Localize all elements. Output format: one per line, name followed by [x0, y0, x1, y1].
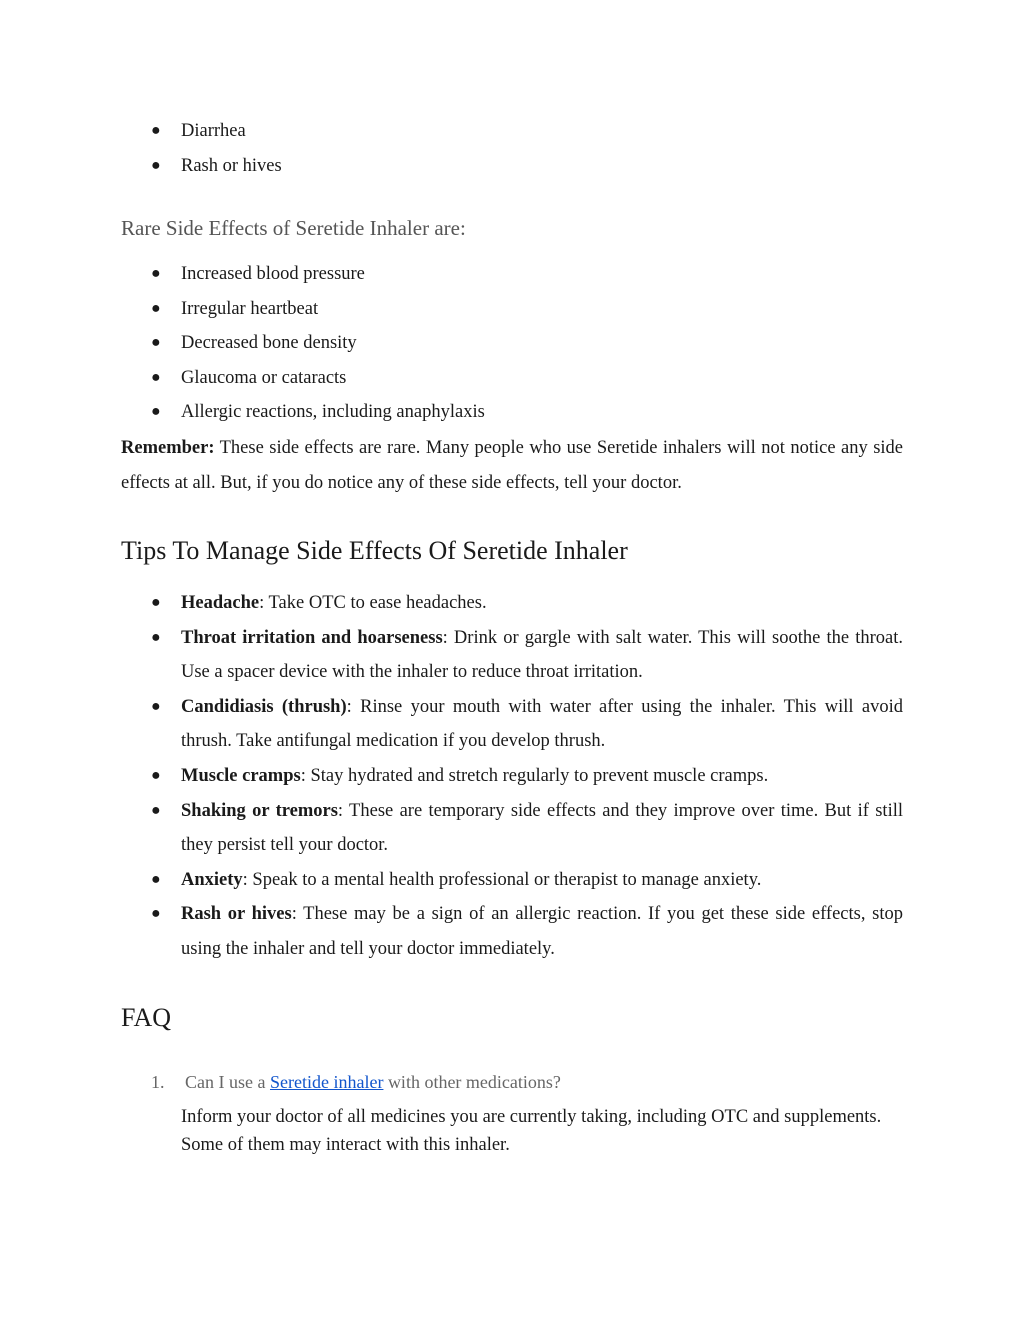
tip-text: : Speak to a mental health professional or therapist to manage anxiety.	[242, 869, 762, 890]
bullet-icon: ●	[151, 594, 161, 611]
tip-text: : Take OTC to ease headaches.	[259, 593, 487, 613]
tip-item	[121, 621, 903, 690]
tip-term: Shaking or tremors	[181, 800, 338, 821]
bullet-icon: ●	[151, 870, 161, 888]
bullet-icon: ●	[151, 801, 161, 819]
bullet-icon: ●	[151, 368, 161, 386]
bullet-icon: ●	[151, 334, 161, 352]
list-item: ● Decreased bone density	[121, 326, 903, 361]
bullet-icon: ●	[151, 265, 161, 282]
rare-side-effects-heading: Rare Side Effects of Seretide Inhaler are:	[121, 216, 466, 240]
faq-heading: FAQ	[121, 1003, 172, 1032]
seretide-inhaler-link[interactable]: Seretide inhaler	[269, 1072, 384, 1092]
tip-text: : Stay hydrated and stretch regularly to prevent muscle cramps.	[300, 765, 769, 786]
bullet-icon: ●	[151, 122, 161, 139]
list-item: ● Allergic reactions, including anaphylaxis	[121, 395, 903, 430]
list-item: ● Glaucoma or cataracts	[121, 361, 903, 396]
tip-text: : Drink or gargle with salt water. This will soothe the throat. Use a spacer device with the inhaler to reduce throat irritation.	[181, 627, 903, 683]
bullet-icon: ●	[151, 628, 161, 646]
remember-label: Remember:	[121, 438, 215, 458]
bullet-icon: ●	[151, 156, 161, 174]
bullet-icon: ●	[151, 403, 161, 421]
faq-answer-block	[121, 1104, 903, 1159]
bullet-icon: ●	[151, 766, 161, 784]
tip-item	[121, 794, 903, 863]
rare-side-effects-list	[121, 257, 903, 430]
faq-question: 1. Can I use a Seretide inhaler with other medications?	[151, 1072, 561, 1092]
tip-term: Headache	[181, 593, 260, 613]
tips-section	[121, 536, 903, 566]
tip-item	[121, 690, 903, 759]
tip-text: : These may be a sign of an allergic reaction. If you get these side effects, stop using the inhaler and tell your doctor immediately.	[181, 904, 903, 959]
tip-term: Anxiety	[181, 869, 243, 890]
tip-term: Rash or hives	[181, 904, 292, 925]
tip-item	[121, 759, 903, 794]
faq-answer: Inform your doctor of all medicines you are currently taking, including OTC and supplements. Some of them may interact with this inhaler.	[181, 1107, 882, 1155]
list-item: ● Rash or hives	[121, 149, 903, 184]
tip-item	[121, 897, 903, 966]
tip-term: Muscle cramps	[181, 765, 301, 786]
list-item: ● Diarrhea	[121, 114, 903, 149]
tip-item	[121, 863, 903, 898]
tip-item	[121, 586, 903, 621]
tip-term: Candidiasis (thrush)	[181, 696, 347, 717]
tip-term: Throat irritation and hoarseness	[181, 627, 443, 648]
bullet-icon: ●	[151, 697, 161, 715]
tip-text: : Rinse your mouth with water after using the inhaler. This will avoid thrush. Take antifungal medication if you develop thrush.	[181, 696, 903, 752]
tips-list	[121, 586, 903, 967]
list-item: ● Irregular heartbeat	[121, 292, 903, 327]
list-item: ● Increased blood pressure	[121, 257, 903, 292]
bullet-icon: ●	[151, 905, 161, 923]
faq-number: 1.	[151, 1072, 165, 1092]
tip-text: : These are temporary side effects and they improve over time. But if still they persist tell your doctor.	[181, 800, 903, 856]
top-bullet-list	[121, 114, 903, 183]
bullet-icon: ●	[151, 299, 161, 317]
remember-text: These side effects are rare. Many people who use Seretide inhalers will not notice any side effects at all. But, if you do notice any of these side effects, tell your doctor.	[121, 438, 903, 493]
faq-section	[121, 1003, 903, 1033]
tips-heading: Tips To Manage Side Effects Of Seretide Inhaler	[121, 536, 628, 565]
faq-item	[121, 1072, 903, 1093]
remember-paragraph	[121, 431, 903, 500]
